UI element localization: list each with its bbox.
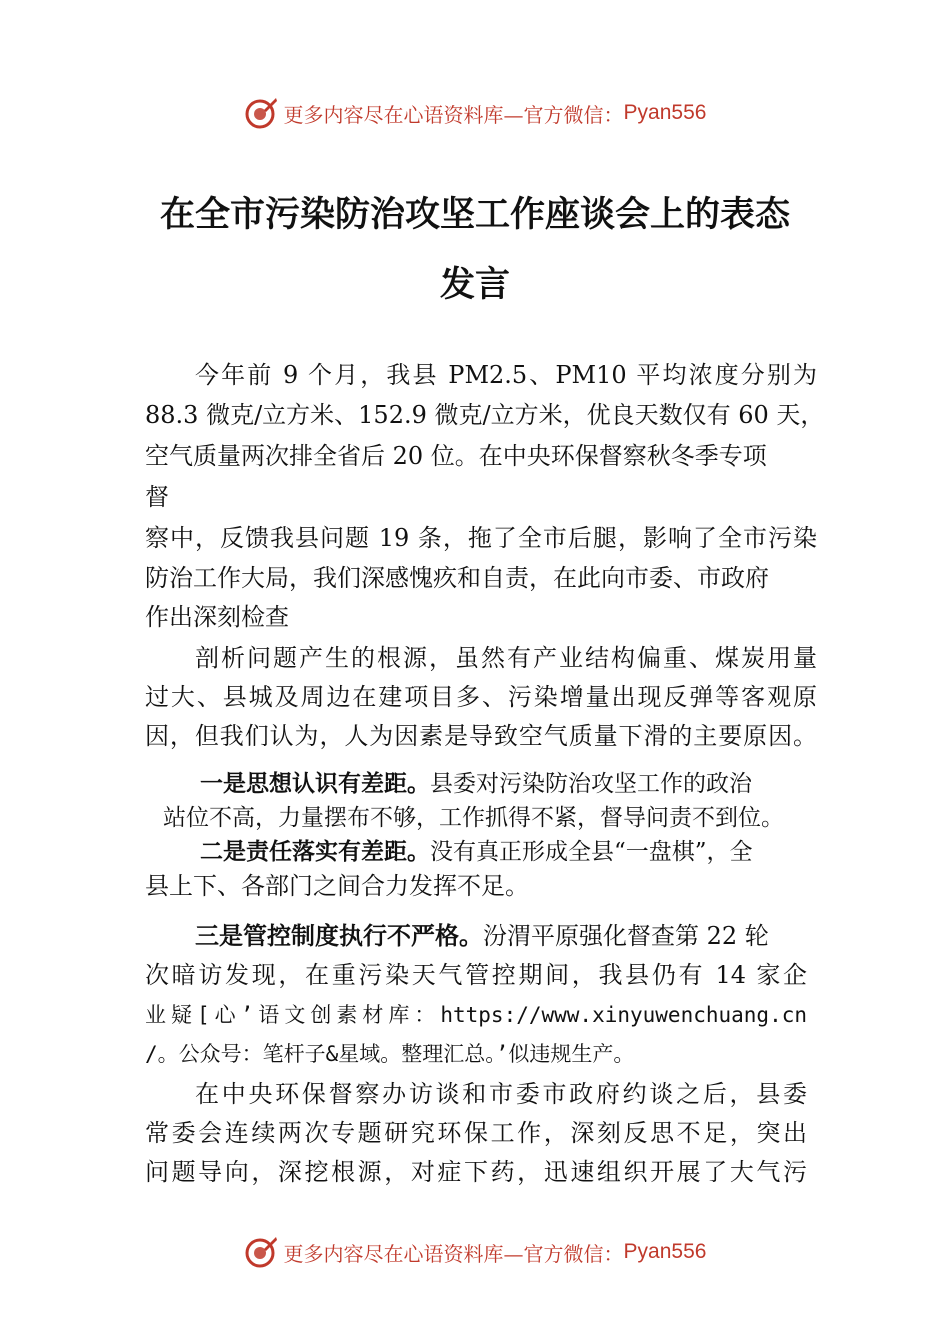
text-line: 防治工作大局，我们深感愧疚和自责，在此向市委、市政府 bbox=[145, 564, 769, 592]
title-line-2: 发言 bbox=[439, 264, 510, 305]
pen-logo-icon bbox=[244, 1235, 278, 1269]
text-line: 过大、县城及周边在建项目多、污染增量出现反弹等客观原 bbox=[145, 683, 817, 711]
point-two-heading: 二是责任落实有差距。 bbox=[200, 839, 430, 865]
banner-wechat-id: Pyan556 bbox=[623, 1240, 707, 1263]
text-line: 因，但我们认为，人为因素是导致空气质量下滑的主要原因。 bbox=[145, 722, 817, 750]
text-line: 次暗访发现，在重污染天气管控期间，我县仍有 14 家企 bbox=[145, 961, 807, 989]
text-line: 常委会连续两次专题研究环保工作，深刻反思不足，突出 bbox=[145, 1119, 807, 1147]
banner-text: 更多内容尽在心语资料库—官方微信： bbox=[283, 102, 624, 127]
text-line: 问题导向，深挖根源，对症下药，迅速组织开展了大气污 bbox=[145, 1158, 807, 1186]
title-line-1: 在全市污染防治攻坚工作座谈会上的表态 bbox=[159, 194, 790, 235]
text-line: 一是思想认识有差距。县委对污染防治攻坚工作的政治 bbox=[200, 771, 752, 797]
text-line: 业疑[心’语文创素材库：https://www.xinyuwenchuang.cn bbox=[145, 1003, 807, 1027]
text-line: 督 bbox=[145, 483, 169, 511]
banner-text: 更多内容尽在心语资料库—官方微信： bbox=[283, 1241, 624, 1266]
text-line: 察中，反馈我县问题 19 条，拖了全市后腿，影响了全市污染 bbox=[145, 524, 817, 552]
text-line: 二是责任落实有差距。没有真正形成全县“一盘棋”，全 bbox=[200, 839, 753, 865]
text-line: 县上下、各部门之间合力发挥不足。 bbox=[145, 872, 529, 900]
text-line: 作出深刻检查 bbox=[145, 603, 289, 631]
text-line: 三是管控制度执行不严格。汾渭平原强化督查第 22 轮 bbox=[195, 922, 769, 950]
text-line: 88.3 微克/立方米、152.9 微克/立方米，优良天数仅有 60 天， bbox=[145, 401, 825, 429]
point-one-heading: 一是思想认识有差距。 bbox=[200, 771, 430, 797]
text-line: 剖析问题产生的根源，虽然有产业结构偏重、煤炭用量 bbox=[195, 644, 817, 672]
text-line: 站位不高，力量摆布不够，工作抓得不紧，督导问责不到位。 bbox=[163, 805, 784, 831]
text-line: 在中央环保督察办访谈和市委市政府约谈之后，县委 bbox=[195, 1080, 807, 1108]
footer-banner bbox=[0, 1232, 950, 1272]
point-three-heading: 三是管控制度执行不严格。 bbox=[195, 922, 483, 950]
text-line: /。公众号：笔杆子&星域。整理汇总。’似违规生产。 bbox=[145, 1042, 635, 1066]
banner-wechat-id: Pyan556 bbox=[623, 101, 707, 124]
text-line: 今年前 9 个月，我县 PM2.5、PM10 平均浓度分别为 bbox=[195, 361, 817, 389]
text-line: 空气质量两次排全省后 20 位。在中央环保督察秋冬季专项 bbox=[145, 442, 767, 470]
